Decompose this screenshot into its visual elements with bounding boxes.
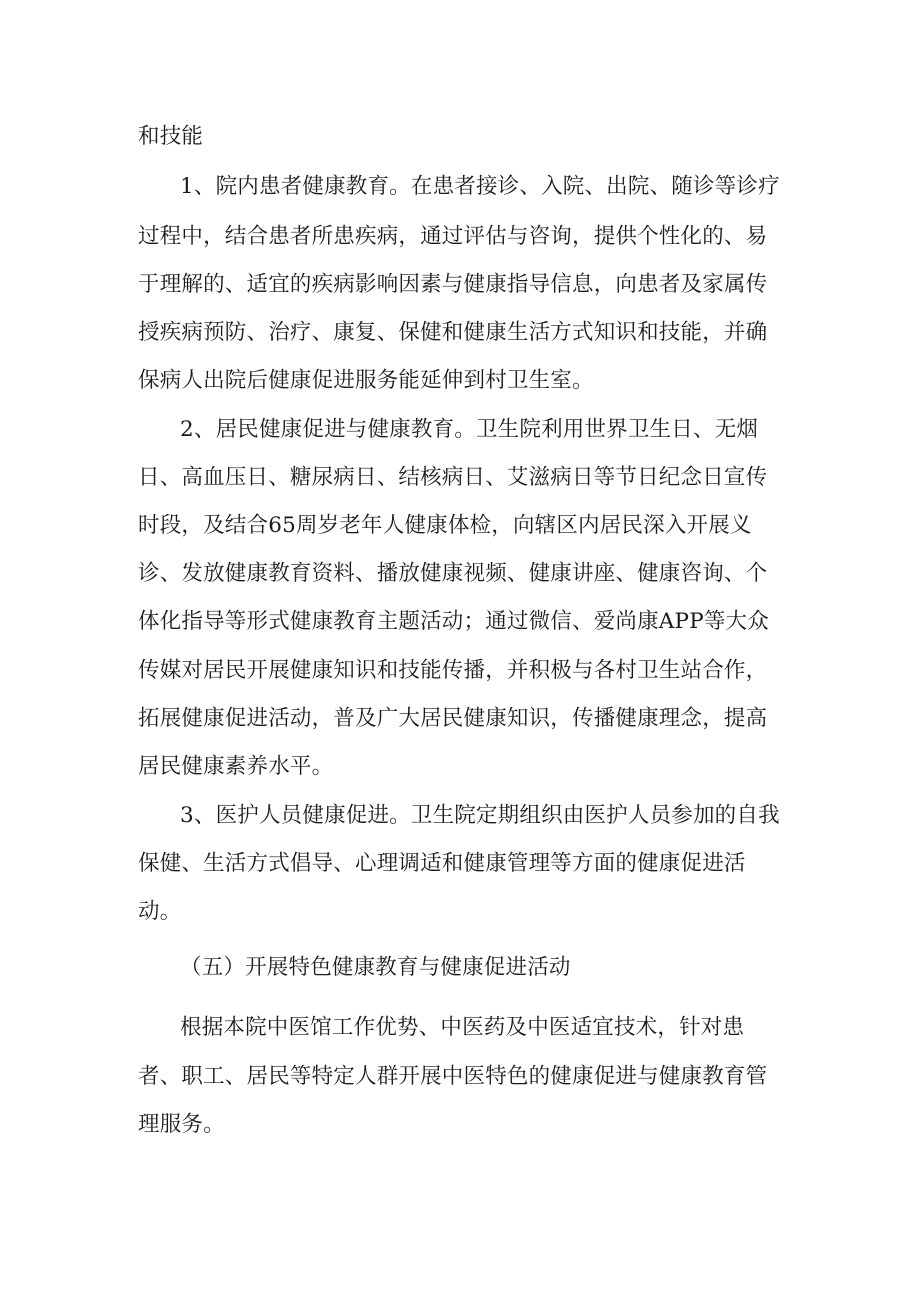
text-line: 3、医护人员健康促进。卫生院定期组织由医护人员参加的自我 bbox=[180, 803, 780, 828]
text-line: 过程中，结合患者所患疾病，通过评估与咨询，提供个性化的、易 bbox=[138, 224, 768, 249]
text-line: 居民健康素养水平。 bbox=[138, 754, 334, 779]
text-line: 日、高血压日、糖尿病日、结核病日、艾滋病日等节日纪念日宣传 bbox=[138, 465, 768, 490]
section-heading: （五）开展特色健康教育与健康促进活动 bbox=[180, 955, 571, 980]
text-line: 拓展健康促进活动，普及广大居民健康知识，传播健康理念，提高 bbox=[138, 706, 768, 731]
text-line: 2、居民健康促进与健康教育。卫生院利用世界卫生日、无烟 bbox=[180, 417, 759, 442]
text-line: 理服务。 bbox=[138, 1112, 225, 1137]
text-line: 保病人出院后健康促进服务能延伸到村卫生室。 bbox=[138, 368, 594, 393]
text-line: 于理解的、适宜的疾病影响因素与健康指导信息，向患者及家属传 bbox=[138, 272, 768, 297]
text-line: 根据本院中医馆工作优势、中医药及中医适宜技术，针对患 bbox=[180, 1015, 745, 1040]
text-line: 保健、生活方式倡导、心理调适和健康管理等方面的健康促进活 bbox=[138, 851, 746, 876]
text-line: 者、职工、居民等特定人群开展中医特色的健康促进与健康教育管 bbox=[138, 1064, 768, 1089]
text-line: 传媒对居民开展健康知识和技能传播，并积极与各村卫生站合作， bbox=[138, 658, 768, 683]
text-line: 诊、发放健康教育资料、播放健康视频、健康讲座、健康咨询、个 bbox=[138, 561, 768, 586]
text-line: 和技能 bbox=[138, 124, 204, 149]
text-line: 授疾病预防、治疗、康复、保健和健康生活方式知识和技能，并确 bbox=[138, 320, 768, 345]
text-line: 体化指导等形式健康教育主题活动；通过微信、爱尚康APP等大众 bbox=[138, 609, 769, 634]
text-line: 1、院内患者健康教育。在患者接诊、入院、出院、随诊等诊疗 bbox=[180, 174, 780, 199]
text-line: 时段，及结合65周岁老年人健康体检，向辖区内居民深入开展义 bbox=[138, 513, 752, 538]
text-line: 动。 bbox=[138, 899, 182, 924]
